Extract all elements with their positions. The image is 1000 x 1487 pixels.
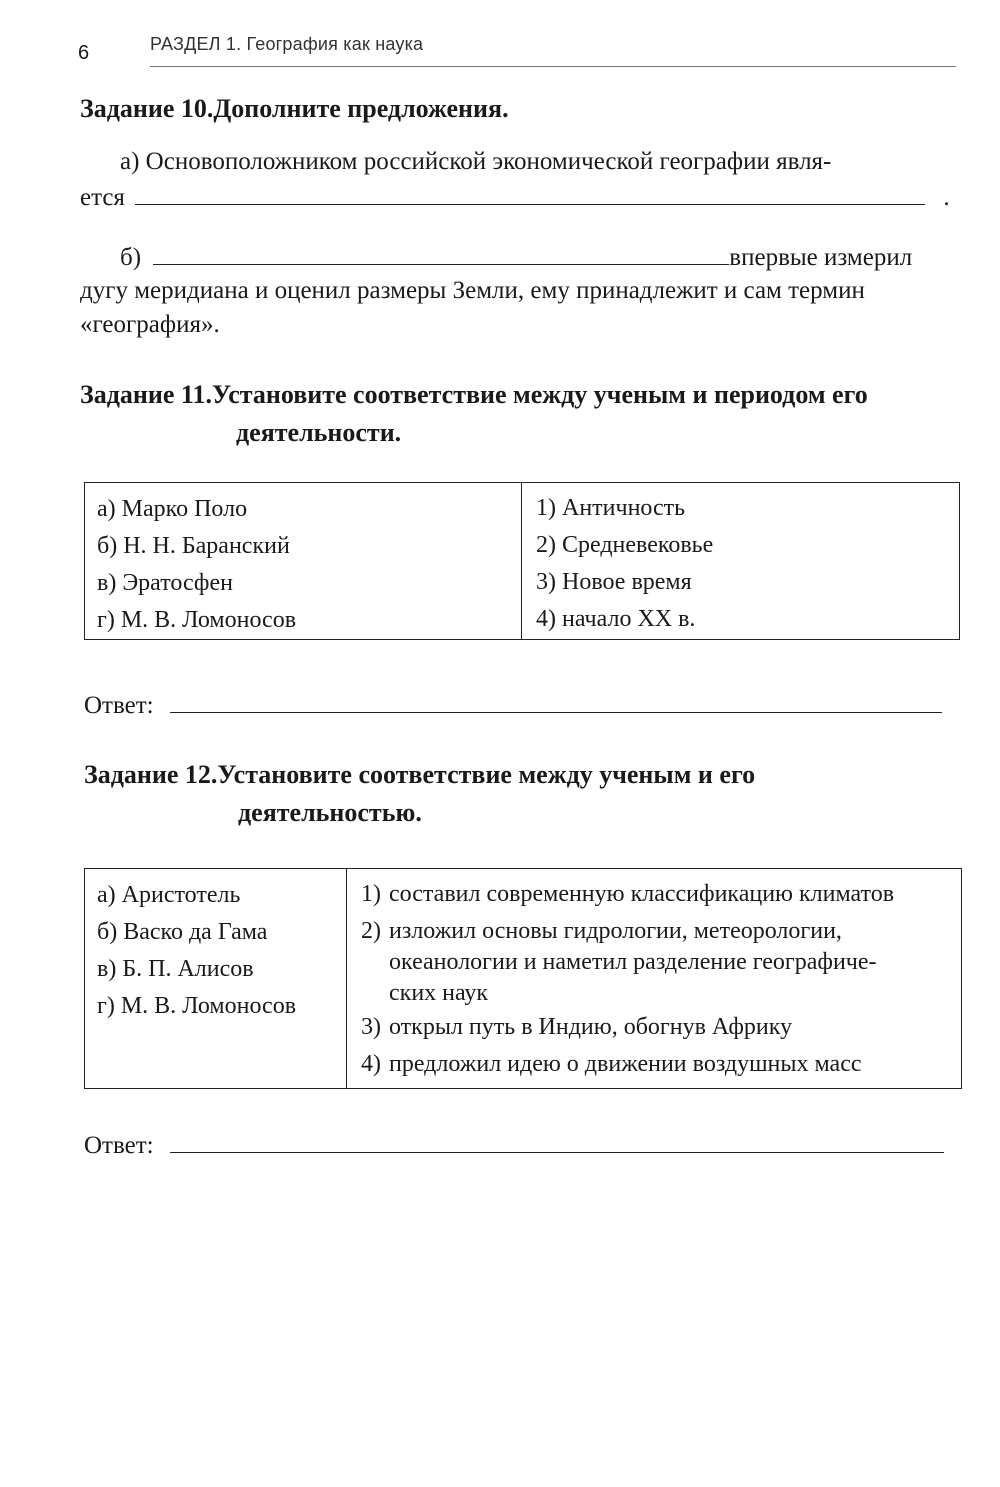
task12-answer-label: Ответ: [84, 1132, 154, 1159]
activity-number: 3) [361, 1014, 381, 1040]
task11-matching-table [84, 482, 960, 640]
task11-scientists-list [85, 483, 521, 639]
header-divider [150, 66, 956, 67]
list-item [361, 876, 961, 913]
task10-a-line1: а) Основоположником российской экономической географии явля- [120, 148, 832, 175]
task10-b-line1 [120, 240, 912, 275]
page-number: 6 [78, 42, 90, 64]
activity-number: 1) [361, 881, 381, 907]
task10-heading [80, 90, 509, 127]
list-item: 2) Средневековье [536, 532, 714, 558]
task12-heading-line1 [84, 756, 755, 793]
list-item: б) Н. Н. Баранский [97, 533, 290, 559]
task12-title-line1: Установите соответствие между ученым и его [217, 760, 756, 789]
task10-a-line2 [80, 180, 960, 215]
task10-b-line3: «география». [80, 311, 220, 338]
task10-label: Задание 10. [80, 94, 214, 123]
task10-a-end: . [943, 184, 950, 211]
task11-answer-row [84, 688, 942, 720]
task12-scientists-cell [85, 869, 347, 1089]
task11-periods-cell [522, 483, 960, 640]
activity-text: ских наук [389, 980, 489, 1006]
list-item [361, 1009, 961, 1046]
activity-number: 4) [361, 1051, 381, 1077]
task11-periods-list [522, 483, 959, 638]
task12-answer-row [84, 1128, 944, 1160]
task12-answer-blank[interactable] [170, 1128, 944, 1153]
task12-matching-table [84, 868, 962, 1089]
activity-text: предложил идею о движении воздушных масс [389, 1051, 862, 1077]
task11-label: Задание 11. [80, 380, 212, 409]
list-item: 3) Новое время [536, 569, 692, 595]
task10-b-start: б) [120, 244, 142, 271]
list-item [361, 1046, 961, 1083]
activity-text: составил современную классификацию климатов [389, 881, 895, 907]
list-item: в) Эратосфен [97, 570, 233, 596]
list-item: г) М. В. Ломоносов [97, 607, 297, 633]
activity-text: изложил основы гидрологии, метеорологии, [389, 918, 842, 944]
task10-a-start: ется [80, 184, 125, 211]
list-item: г) М. В. Ломоносов [97, 993, 297, 1019]
task11-scientists-cell [85, 483, 522, 640]
task12-scientists-list [85, 869, 346, 1025]
list-item: б) Васко да Гама [97, 919, 268, 945]
list-item: а) Аристотель [97, 882, 241, 908]
task11-title-line1: Установите соответствие между ученым и периодом его [211, 380, 868, 409]
section-title: РАЗДЕЛ 1. География как наука [150, 34, 424, 54]
task11-heading-line1 [80, 376, 868, 413]
activity-number: 2) [361, 918, 381, 944]
activity-text: океанологии и наметил разделение географиче- [389, 949, 877, 975]
task11-answer-label: Ответ: [84, 692, 154, 719]
task12-activities-cell [347, 869, 962, 1089]
task10-a-answer-blank[interactable] [135, 180, 925, 205]
list-item: 1) Античность [536, 495, 686, 521]
task10-title: Дополните предложения. [213, 94, 509, 123]
task12-title-line2: деятельностью. [238, 798, 422, 827]
task10-b-line1-end: впервые измерил [729, 244, 913, 271]
task11-answer-blank[interactable] [170, 688, 942, 713]
list-item: а) Марко Поло [97, 496, 248, 522]
list-item: 4) начало XX в. [536, 606, 696, 632]
task12-label: Задание 12. [84, 760, 218, 789]
list-item [361, 913, 961, 1009]
task10-b-line2: дугу меридиана и оценил размеры Земли, ему принадлежит и сам термин [80, 277, 865, 304]
activity-text: открыл путь в Индию, обогнув Африку [389, 1014, 793, 1040]
task10-b-answer-blank[interactable] [153, 240, 729, 265]
task12-activities-list [347, 869, 961, 1083]
task11-title-line2: деятельности. [236, 418, 402, 447]
list-item: в) Б. П. Алисов [97, 956, 254, 982]
